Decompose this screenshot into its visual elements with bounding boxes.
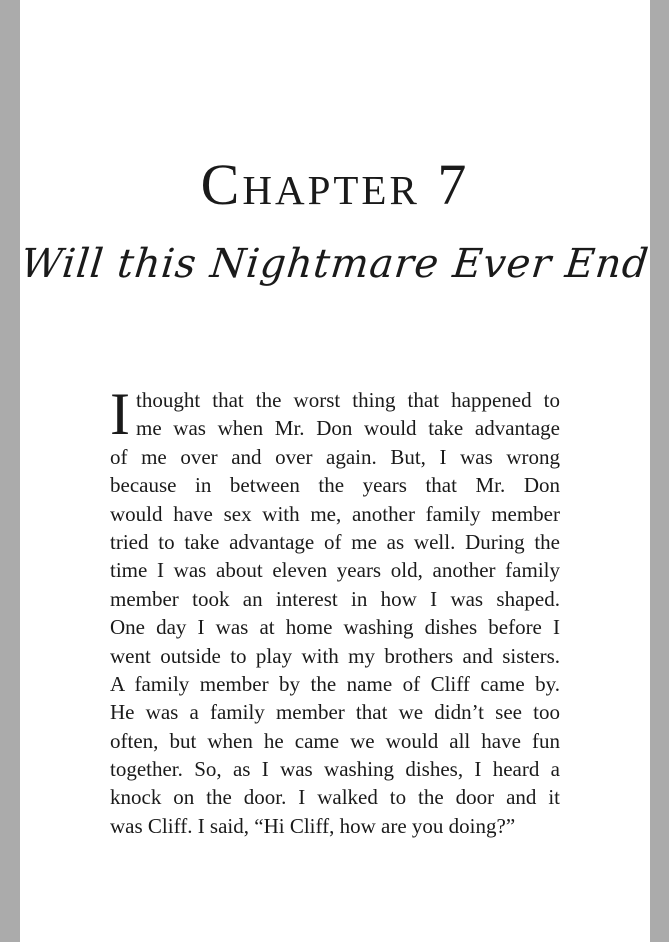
body-line: me was when Mr. Don would take advantage [135,416,560,441]
body-line: thought that the worst thing that happened to [135,388,560,412]
body-line: was Cliff. I said, “Hi Cliff, how are you doing?” [110,813,516,838]
body-line: went outside to play with my brothers and sisters. [110,643,560,668]
body-line: time I was about eleven years old, another family [110,558,560,583]
chapter-body [110,381,560,840]
body-line: would have sex with me, another family member [110,501,560,526]
body-line: because in between the years that Mr. Don [110,473,560,498]
book-page [20,0,650,942]
body-line: One day I was at home washing dishes before I [110,615,560,640]
body-line: A family member by the name of Cliff came by. [110,671,560,696]
body-line: member took an interest in how I was shaped. [110,586,560,611]
drop-cap-letter: I [110,381,130,447]
body-line: together. So, as I was washing dishes, I heard a [110,757,560,782]
body-line: of me over and over again. But, I was wrong [110,444,560,469]
body-line: He was a family member that we didn’t see too [110,700,560,725]
body-line: often, but when he came we would all have fun [110,728,560,753]
body-line: tried to take advantage of me as well. During the [110,529,560,554]
chapter-title: Chapter 7 [200,152,470,217]
body-line: knock on the door. I walked to the door and it [110,785,560,810]
chapter-subtitle: Will this Nightmare Ever End [18,241,652,287]
